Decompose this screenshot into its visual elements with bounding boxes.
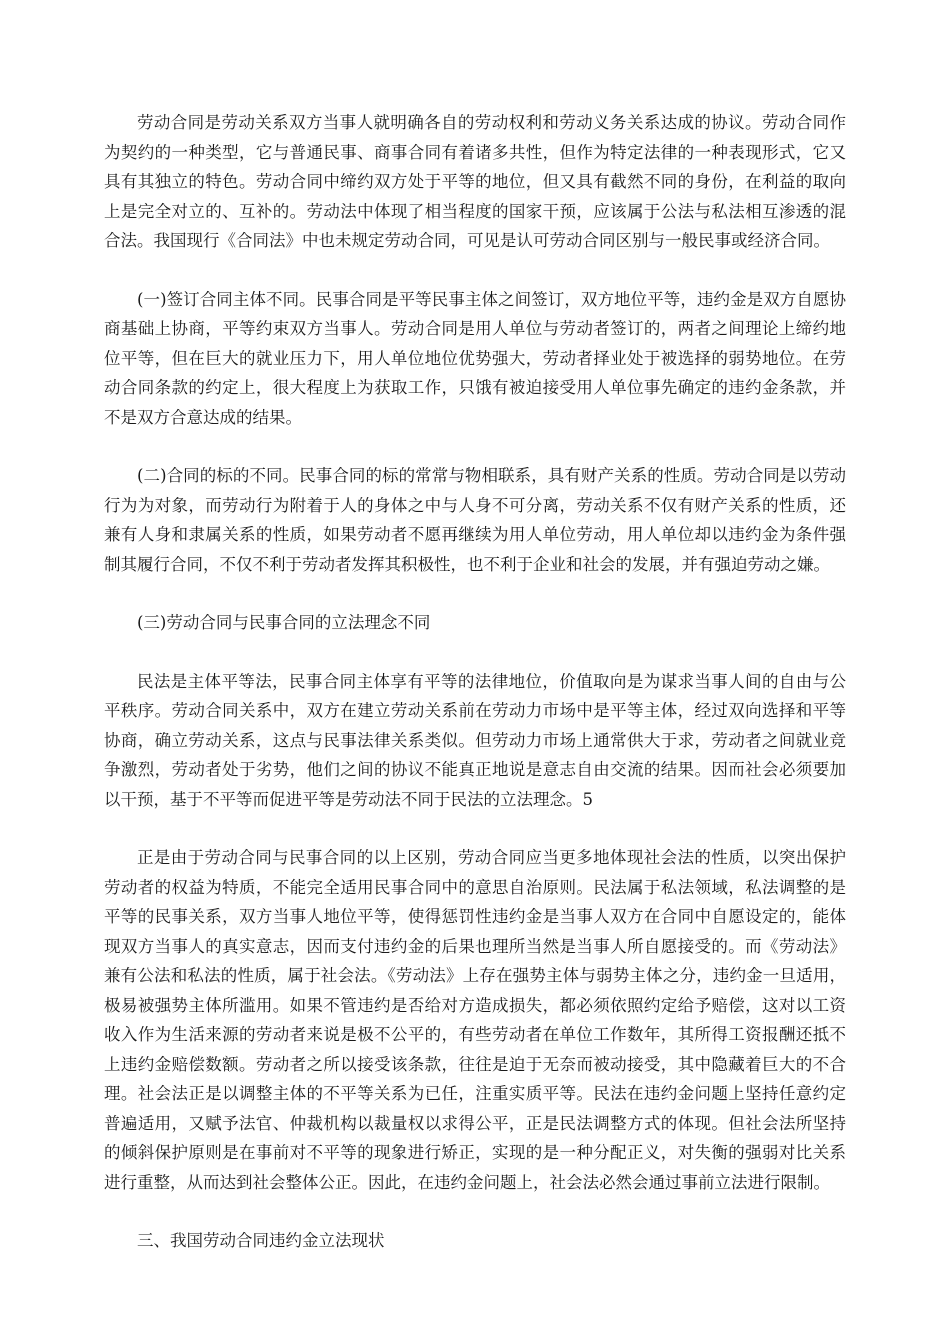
paragraph-contract-subject: (一)签订合同主体不同。民事合同是平等民事主体之间签订，双方地位平等，违约金是双方自愿协商基础上协商，平等约束双方当事人。劳动合同是用人单位与劳动者签订的，两者之间理论上缔约地位平等，但在巨大的就业压力下，用人单位地位优势强大，劳动者择业处于被选择的弱势地位。在劳动合同条款的约定上，很大程度上为获取工作，只饿有被迫接受用人单位事先确定的违约金条款，并不是双方合意达成的结果。 xyxy=(104,289,846,427)
document-page xyxy=(104,108,846,1285)
section-heading-legislation-status: 三、我国劳动合同违约金立法现状 xyxy=(137,1231,385,1250)
paragraph-intro: 劳动合同是劳动关系双方当事人就明确各自的劳动权利和劳动义务关系达成的协议。劳动合同作为契约的一种类型，它与普通民事、商事合同有着诸多共性，但作为特定法律的一种表现形式，它又具有其独立的特色。劳动合同中缔约双方处于平等的地位，但又具有截然不同的身份，在利益的取向上是完全对立的、互补的。劳动法中体现了相当程度的国家干预，应该属于公法与私法相互渗透的混合法。我国现行《合同法》中也未规定劳动合同，可见是认可劳动合同区别与一般民事或经济合同。 xyxy=(104,113,846,250)
section-heading-legislative-concept: (三)劳动合同与民事合同的立法理念不同 xyxy=(137,613,431,632)
paragraph-social-law: 正是由于劳动合同与民事合同的以上区别，劳动合同应当更多地体现社会法的性质，以突出保护劳动者的权益为特质，不能完全适用民事合同中的意思自治原则。民法属于私法领域，私法调整的是平等的民事关系，双方当事人地位平等，使得惩罚性违约金是当事人双方在合同中自愿设定的，能体现双方当事人的真实意志，因而支付违约金的后果也理所当然是当事人所自愿接受的。而《劳动法》兼有公法和私法的性质，属于社会法。《劳动法》上存在强势主体与弱势主体之分，违约金一旦适用，极易被强势主体所滥用。如果不管违约是否给对方造成损失，都必须依照约定给予赔偿，这对以工资收入作为生活来源的劳动者来说是极不公平的，有些劳动者在单位工作数年，其所得工资报酬还抵不上违约金赔偿数额。劳动者之所以接受该条款，往往是迫于无奈而被动接受，其中隐藏着巨大的不合理。社会法正是以调整主体的不平等关系为已任，注重实质平等。民法在违约金问题上坚持任意约定普遍适用，又赋予法官、仲裁机构以裁量权以求得公平，正是民法调整方式的体现。但社会法所坚持的倾斜保护原则是在事前对不平等的现象进行矫正，实现的是一种分配正义，对失衡的强弱对比关系进行重整，从而达到社会整体公正。因此，在违约金问题上，社会法必然会通过事前立法进行限制。 xyxy=(104,848,846,1192)
paragraph-civil-law-equality: 民法是主体平等法，民事合同主体享有平等的法律地位，价值取向是为谋求当事人间的自由与公平秩序。劳动合同关系中，双方在建立劳动关系前在劳动力市场中是平等主体，经过双向选择和平等协商，确立劳动关系，这点与民事法律关系类似。但劳动力市场上通常供大于求，劳动者之间就业竞争激烈，劳动者处于劣势，他们之间的协议不能真正地说是意志自由交流的结果。因而社会必须要加以干预，基于不平等而促进平等是劳动法不同于民法的立法理念。5 xyxy=(104,671,846,809)
paragraph-contract-object: (二)合同的标的不同。民事合同的标的常常与物相联系，具有财产关系的性质。劳动合同是以劳动行为为对象，而劳动行为附着于人的身体之中与人身不可分离，劳动关系不仅有财产关系的性质，还兼有人身和隶属关系的性质，如果劳动者不愿再继续为用人单位劳动，用人单位却以违约金为条件强制其履行合同，不仅不利于劳动者发挥其积极性，也不利于企业和社会的发展，并有强迫劳动之嫌。 xyxy=(104,466,846,574)
